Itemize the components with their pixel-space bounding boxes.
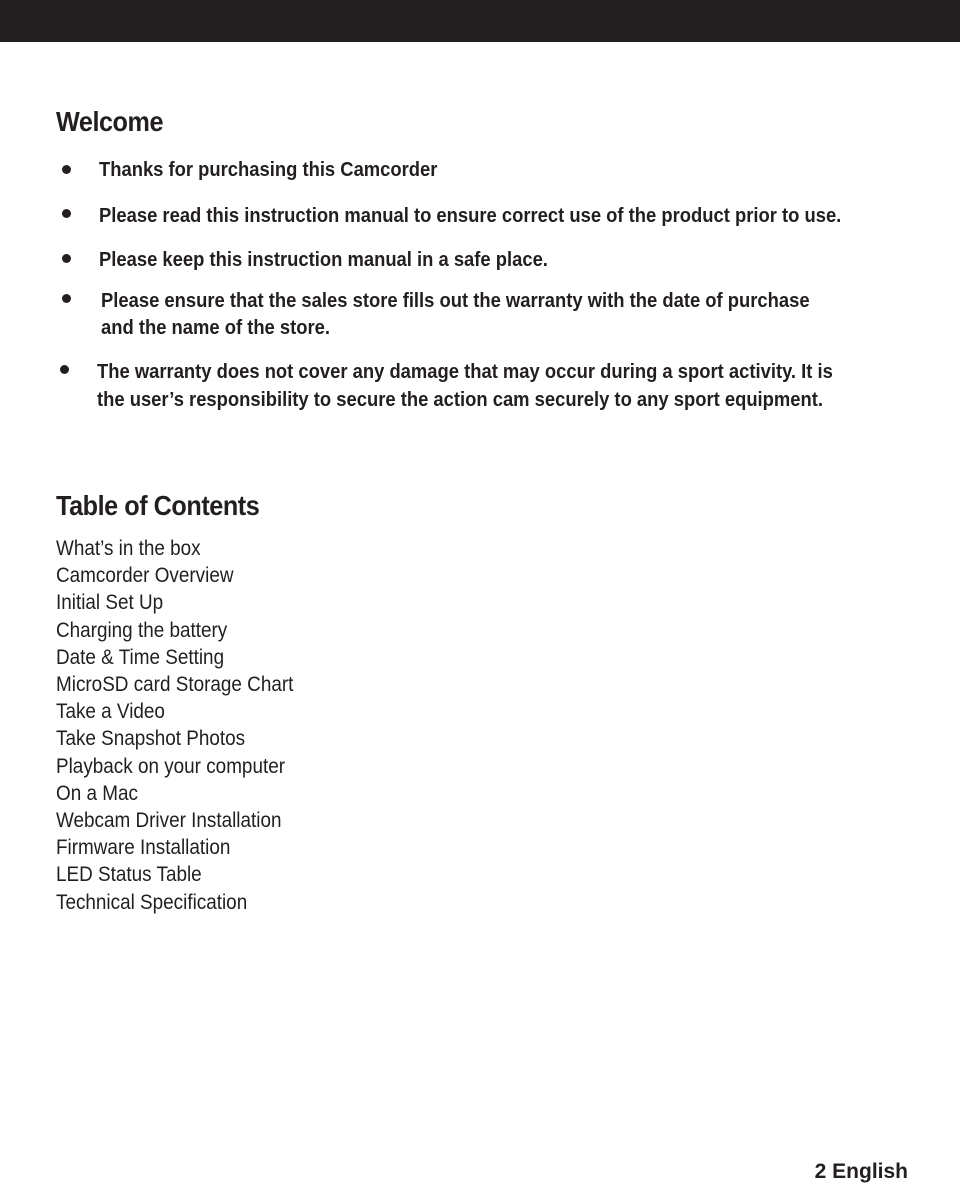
bullet-text-line: Please keep this instruction manual in a safe place. (99, 249, 548, 271)
toc-item: Take a Video (56, 700, 165, 724)
toc-item: Camcorder Overview (56, 564, 234, 588)
bullet-text-line: and the name of the store. (101, 317, 331, 339)
toc-item: MicroSD card Storage Chart (56, 673, 294, 697)
bullet-icon (62, 254, 71, 263)
bullet-icon (60, 365, 69, 374)
toc-item: Take Snapshot Photos (56, 727, 246, 751)
bullet-text-line: Please read this instruction manual to ensure correct use of the product prior to use. (99, 205, 842, 227)
toc-item: Charging the battery (56, 618, 228, 642)
header-bar (0, 0, 960, 42)
bullet-text-line: Please ensure that the sales store fills out the warranty with the date of purchase (101, 290, 810, 312)
bullet-icon (62, 209, 71, 218)
page-number: 2 English (814, 1160, 908, 1183)
bullet-icon (62, 294, 71, 303)
welcome-heading: Welcome (56, 106, 164, 137)
toc-item: Webcam Driver Installation (56, 809, 282, 833)
bullet-text-line: The warranty does not cover any damage that may occur during a sport activity. It is (97, 361, 833, 383)
bullet-text-line: Thanks for purchasing this Camcorder (99, 159, 438, 181)
toc-item: Initial Set Up (56, 591, 164, 615)
toc-item: LED Status Table (56, 863, 202, 887)
toc-list (56, 535, 320, 916)
toc-item: Date & Time Setting (56, 645, 225, 669)
toc-item: Firmware Installation (56, 836, 231, 860)
toc-heading: Table of Contents (56, 490, 260, 521)
toc-item: Playback on your computer (56, 754, 286, 778)
bullet-icon (62, 165, 71, 174)
toc-item: Technical Specification (56, 890, 248, 914)
bullet-text-line: the user’s responsibility to secure the action cam securely to any sport equipment. (97, 389, 823, 411)
toc-item: On a Mac (56, 781, 138, 805)
toc-item: What’s in the box (56, 537, 201, 560)
